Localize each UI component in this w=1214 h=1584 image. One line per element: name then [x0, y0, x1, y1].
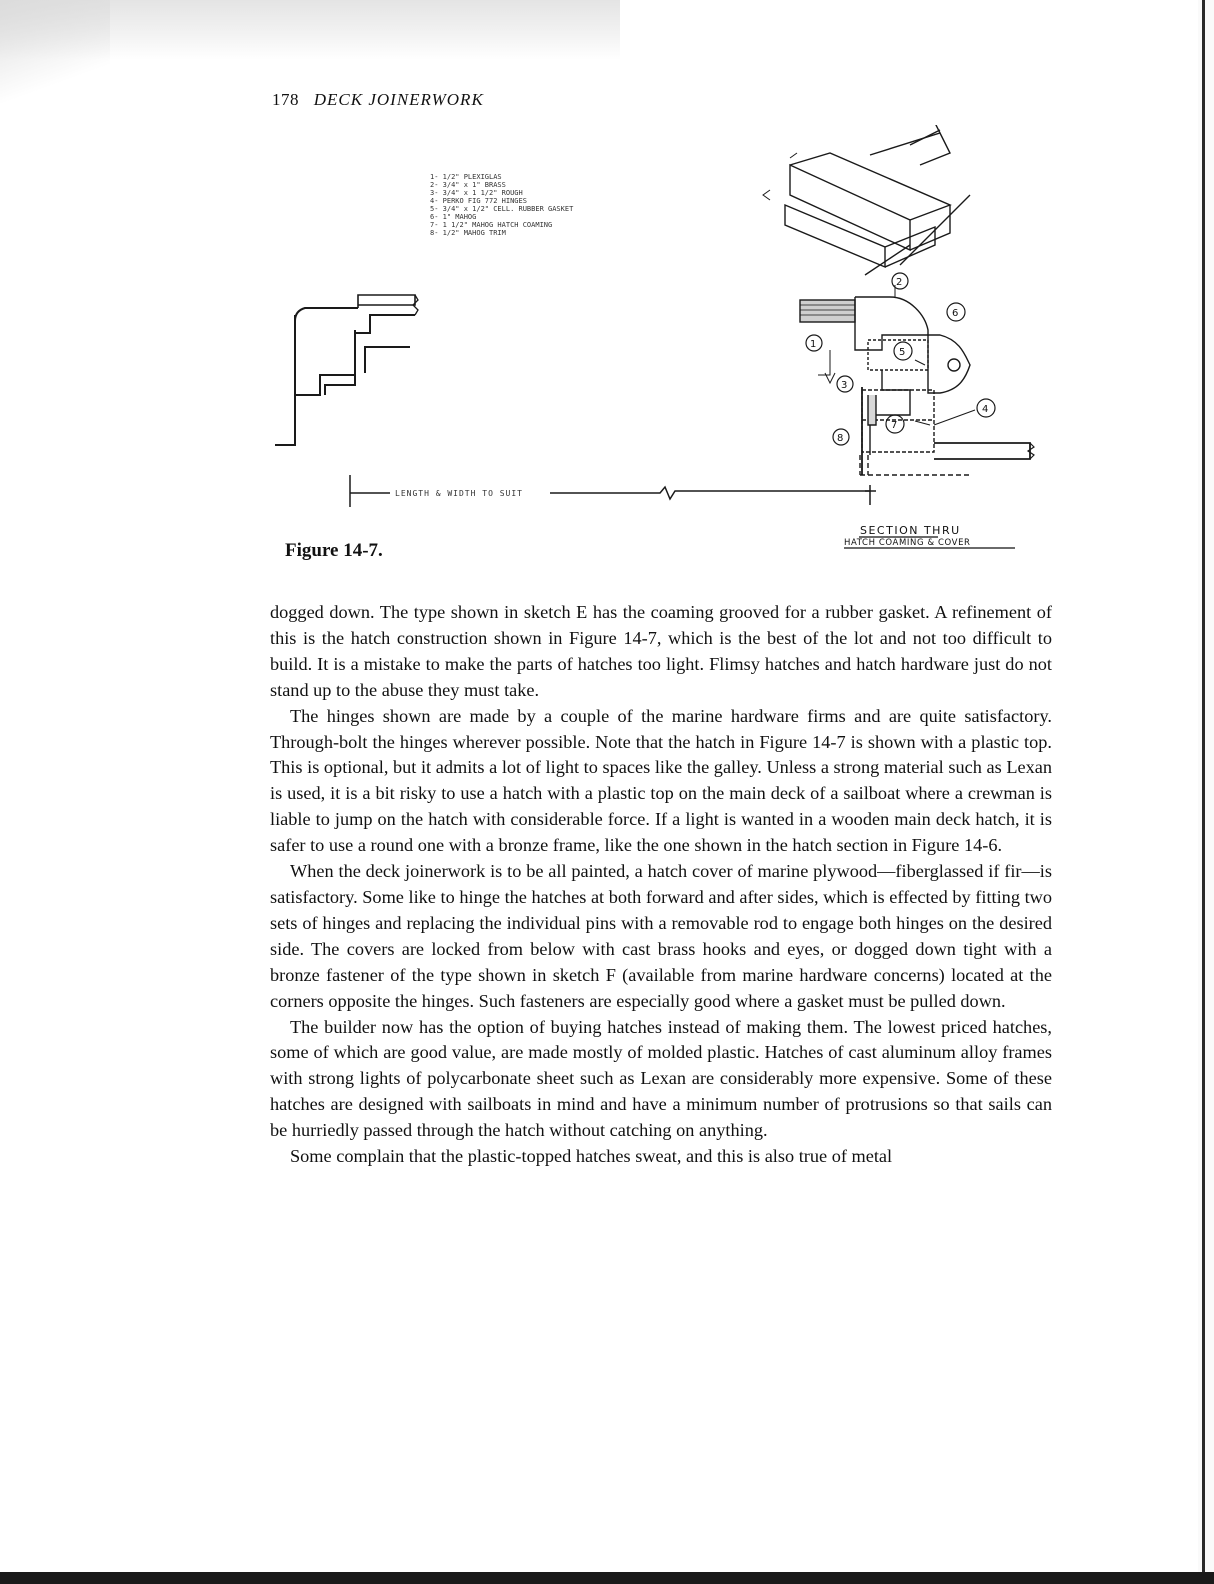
corner-joint-sketch — [763, 125, 970, 275]
page-edge — [1198, 0, 1214, 1584]
running-title: DECK JOINERWORK — [313, 90, 484, 109]
legend-item: 6- 1" MAHOG — [430, 213, 477, 221]
callout-number: 1 — [810, 339, 817, 350]
paragraph: The hinges shown are made by a couple of the marine hardware firms and are quite satisfactory. Through-bolt the hinges wherever possible. Note that the hatch in Figure 14-7 is shown with a plastic top. This is optional, but it admits a lot of light to spaces like the galley. Unless a strong material such as Lexan is used, it is a bit risky to use a hatch with a plastic top on the main deck of a sailboat where a crewman is liable to jump on the hatch with considerable force. If a light is wanted in a wooden main deck hatch, it is safer to use a round one with a bronze frame, like the one shown in the hatch section in Figure 14-6. — [270, 705, 1052, 856]
legend-item: 4- PERKO FIG 772 HINGES — [430, 197, 527, 205]
callout-number: 4 — [982, 404, 989, 415]
hatch-section — [800, 285, 1034, 475]
body-text — [270, 600, 1052, 1170]
scan-bottom-border — [0, 1572, 1214, 1584]
paragraph: When the deck joinerwork is to be all painted, a hatch cover of marine plywood—fiberglassed if fir—is satisfactory. Some like to hinge the hatches at both forward and after sides, which is effected by fitting two sets of hinges and replacing the individual pins with a removable rod to engage both hinges on the desired side. The covers are locked from below with cast brass hooks and eyes, or dogged down tight with a bronze fastener of the type shown in sketch F (available from marine hardware concerns) located at the corners opposite the hinges. Such fasteners are especially good where a gasket must be pulled down. — [270, 861, 1052, 1011]
page-number: 178 — [272, 90, 299, 109]
section-title-line2: HATCH COAMING & COVER — [844, 538, 971, 548]
callout-number: 6 — [952, 308, 959, 319]
running-header — [272, 90, 484, 110]
callout-number: 8 — [837, 433, 844, 444]
legend-item: 5- 3/4" x 1/2" CELL. RUBBER GASKET — [430, 205, 574, 213]
scan-shadow-corner — [0, 0, 110, 110]
figure-legend — [430, 173, 574, 237]
paragraph: dogged down. The type shown in sketch E has the coaming grooved for a rubber gasket. A refinement of this is the hatch construction shown in Figure 14-7, which is the best of the lot and not too difficult to build. It is a mistake to make the parts of hatches too light. Flimsy hatches and hatch hardware just do not stand up to the abuse they must take. — [270, 602, 1052, 700]
figure-caption: Figure 14-7. — [285, 540, 383, 561]
callout-number: 2 — [896, 277, 903, 288]
hatch-drawing — [270, 125, 1060, 555]
legend-item: 7- 1 1/2" MAHOG HATCH COAMING — [430, 221, 553, 229]
callout-number: 5 — [899, 347, 906, 358]
callout-number: 3 — [841, 380, 848, 391]
legend-item: 2- 3/4" x 1" BRASS — [430, 181, 506, 189]
callout-number: 7 — [891, 420, 898, 431]
section-title-line1: SECTION THRU — [860, 524, 961, 537]
paragraph: The builder now has the option of buying hatches instead of making them. The lowest priced hatches, some of which are good value, are made mostly of molded plastic. Hatches of cast aluminum alloy frames with strong lights of polycarbonate sheet such as Lexan are considerably more expensive. Some of these hatches are designed with sailboats in mind and have a minimum number of protrusions so that sails can be hurriedly passed through the hatch without catching on anything. — [270, 1016, 1052, 1141]
section-title — [844, 524, 1015, 548]
dimension-label: LENGTH & WIDTH TO SUIT — [395, 489, 523, 498]
legend-item: 8- 1/2" MAHOG TRIM — [430, 229, 506, 237]
figure-14-7 — [270, 125, 1060, 555]
left-profile — [275, 295, 418, 445]
legend-item: 3- 3/4" x 1 1/2" ROUGH — [430, 189, 523, 197]
legend-item: 1- 1/2" PLEXIGLAS — [430, 173, 502, 181]
paragraph: Some complain that the plastic-topped hatches sweat, and this is also true of metal — [290, 1146, 893, 1167]
